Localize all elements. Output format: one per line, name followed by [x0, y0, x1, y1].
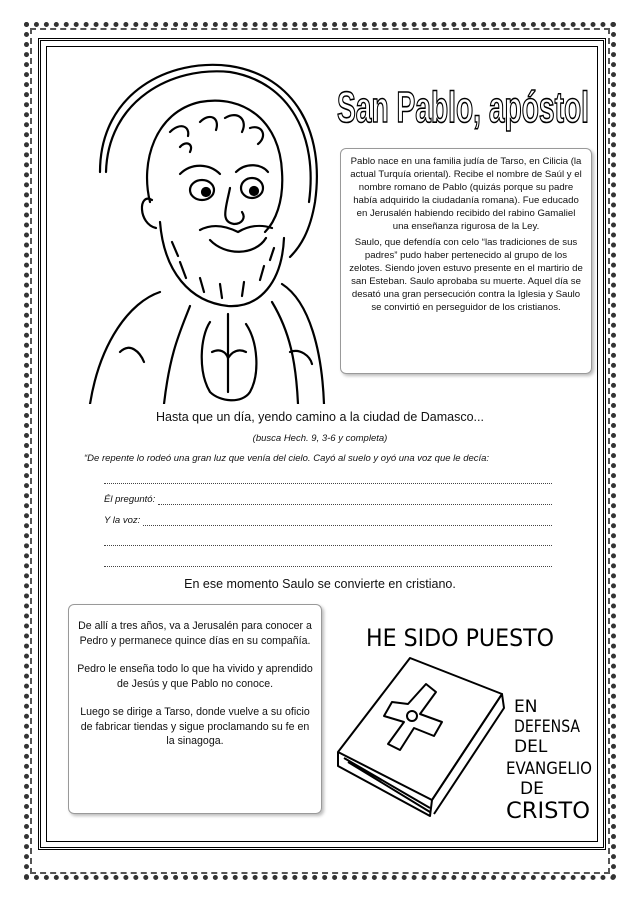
conversion-statement: En ese momento Saulo se convierte en cristiano. [184, 577, 456, 591]
motto-line-2: EN [514, 697, 538, 717]
page-title: San Pablo, apóstol [337, 83, 589, 132]
voice-answer-line[interactable] [143, 516, 552, 526]
answer-line-3[interactable] [104, 566, 552, 567]
activity-lead: Hasta que un día, yendo camino a la ciudad de Damasco... [156, 410, 484, 424]
motto-line-5: EVANGELIO [506, 759, 592, 779]
voice-row[interactable] [104, 515, 552, 526]
intro-paragraph-1: Pablo nace en una familia judía de Tarso, en Cilicia (la actual Turquía oriental). Recibe el nombre de Saúl y el nombre romano de Pablo (quizás porque su padre había adquirido la ciudadanía romana). Fue educado en Jerusalén habiendo recibido del rabino Gamaliel una enseñanza rigurosa de la Ley. [350, 156, 582, 232]
answer-line-1[interactable] [104, 483, 552, 484]
motto-line-6: DE [520, 779, 544, 799]
activity-hint: (busca Hech. 9, 3-6 y completa) [252, 433, 388, 444]
page-title-art [332, 62, 594, 142]
motto-line-7: CRISTO [506, 799, 590, 824]
motto-line-1: HE SIDO PUESTO [366, 624, 554, 652]
later-paragraph-1: De allí a tres años, va a Jerusalén para conocer a Pedro y permanece quince días en su compañía. [78, 620, 312, 647]
later-paragraph-3: Luego se dirige a Tarso, donde vuelve a su oficio de fabricar tiendas y sigue proclamando su fe en la sinagoga. [80, 706, 310, 747]
bible-motto-illustration [330, 604, 594, 836]
asked-answer-line[interactable] [158, 495, 552, 505]
saint-paul-illustration [60, 52, 330, 404]
asked-label: Él preguntó: [104, 494, 156, 505]
voice-label: Y la voz: [104, 515, 141, 526]
later-paragraph-2: Pedro le enseña todo lo que ha vivido y aprendido de Jesús y que Pablo no conoce. [77, 663, 313, 690]
intro-box [340, 148, 592, 374]
intro-paragraph-2: Saulo, que defendía con celo “las tradiciones de sus padres” pudo haber pertenecido al grupo de los zelotes. Siendo joven estuvo presente en el martirio de san Esteban. Saulo aprobaba su muerte. Aquel día se desató una gran persecución contra la Iglesia y Saulo se convirtió en perseguidor de los cristianos. [349, 237, 583, 313]
answer-line-2[interactable] [104, 545, 552, 546]
activity-quote: “De repente lo rodeó una gran luz que venía del cielo. Cayó al suelo y oyó una voz que le decía: [84, 453, 490, 464]
later-life-box [68, 604, 322, 814]
asked-row[interactable] [104, 494, 552, 505]
motto-line-3: DEFENSA [514, 717, 581, 737]
motto-line-4: DEL [514, 737, 548, 757]
